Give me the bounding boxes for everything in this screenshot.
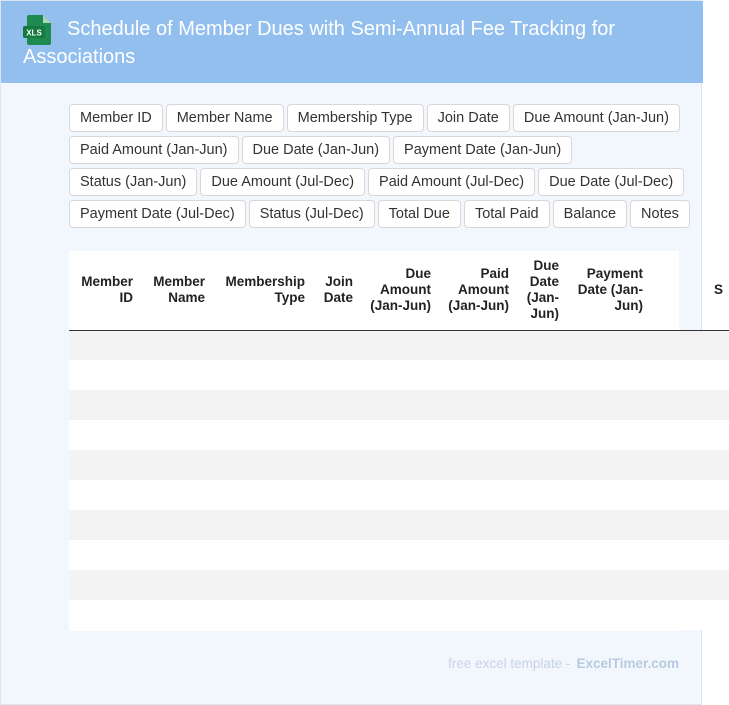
table-cell[interactable] bbox=[437, 450, 515, 480]
table-cell[interactable] bbox=[515, 540, 565, 570]
table-cell[interactable] bbox=[649, 420, 729, 450]
table-row bbox=[69, 510, 729, 540]
table-cell[interactable] bbox=[437, 360, 515, 390]
table-cell[interactable] bbox=[211, 450, 311, 480]
table-cell[interactable] bbox=[359, 420, 437, 450]
table-cell[interactable] bbox=[211, 360, 311, 390]
table-cell[interactable] bbox=[211, 480, 311, 510]
table-cell[interactable] bbox=[565, 450, 649, 480]
field-chip: Payment Date (Jan-Jun) bbox=[393, 136, 572, 164]
table-cell[interactable] bbox=[515, 330, 565, 360]
field-chip: Join Date bbox=[427, 104, 510, 132]
field-chip: Status (Jan-Jun) bbox=[69, 168, 197, 196]
table-cell[interactable] bbox=[437, 570, 515, 600]
table-cell[interactable] bbox=[649, 390, 729, 420]
table-cell[interactable] bbox=[359, 360, 437, 390]
field-chip: Due Date (Jul-Dec) bbox=[538, 168, 684, 196]
table-cell[interactable] bbox=[311, 510, 359, 540]
field-chip: Status (Jul-Dec) bbox=[249, 200, 375, 228]
table-cell[interactable] bbox=[139, 360, 211, 390]
table-cell[interactable] bbox=[359, 390, 437, 420]
table-cell[interactable] bbox=[437, 480, 515, 510]
table-cell[interactable] bbox=[565, 570, 649, 600]
table-cell[interactable] bbox=[437, 390, 515, 420]
column-header: Membership Type bbox=[211, 251, 311, 330]
table-cell[interactable] bbox=[565, 600, 649, 630]
table-cell[interactable] bbox=[437, 420, 515, 450]
table-cell[interactable] bbox=[649, 600, 729, 630]
table-cell[interactable] bbox=[565, 390, 649, 420]
table-container[interactable] bbox=[69, 251, 723, 631]
table-cell[interactable] bbox=[359, 570, 437, 600]
table-cell[interactable] bbox=[311, 360, 359, 390]
table-row bbox=[69, 420, 729, 450]
field-chip: Member Name bbox=[166, 104, 284, 132]
table-cell[interactable] bbox=[211, 420, 311, 450]
table-cell[interactable] bbox=[69, 450, 139, 480]
field-chip: Paid Amount (Jan-Jun) bbox=[69, 136, 239, 164]
table-cell[interactable] bbox=[565, 480, 649, 510]
table-cell[interactable] bbox=[139, 390, 211, 420]
column-header: S bbox=[649, 251, 729, 330]
table-cell[interactable] bbox=[649, 510, 729, 540]
field-chip: Due Date (Jan-Jun) bbox=[242, 136, 391, 164]
table-cell[interactable] bbox=[69, 330, 139, 360]
table-cell[interactable] bbox=[359, 480, 437, 510]
column-header: Due Date (Jan-Jun) bbox=[515, 251, 565, 330]
table-cell[interactable] bbox=[515, 480, 565, 510]
field-chip: Member ID bbox=[69, 104, 163, 132]
table-cell[interactable] bbox=[515, 600, 565, 630]
table-cell[interactable] bbox=[211, 570, 311, 600]
table-cell[interactable] bbox=[311, 450, 359, 480]
table-row bbox=[69, 390, 729, 420]
field-chip: Due Amount (Jul-Dec) bbox=[200, 168, 365, 196]
table-cell[interactable] bbox=[69, 420, 139, 450]
field-chip: Total Paid bbox=[464, 200, 550, 228]
table-cell[interactable] bbox=[359, 540, 437, 570]
table-row bbox=[69, 540, 729, 570]
table-cell[interactable] bbox=[139, 480, 211, 510]
table-cell[interactable] bbox=[69, 480, 139, 510]
table-cell[interactable] bbox=[311, 600, 359, 630]
table-cell[interactable] bbox=[515, 360, 565, 390]
table-row bbox=[69, 450, 729, 480]
table-cell[interactable] bbox=[515, 390, 565, 420]
column-header: Payment Date (Jan-Jun) bbox=[565, 251, 649, 330]
xls-icon-label: XLS bbox=[26, 28, 42, 38]
table-cell[interactable] bbox=[649, 330, 729, 360]
field-chip: Total Due bbox=[378, 200, 461, 228]
table-cell[interactable] bbox=[437, 540, 515, 570]
column-header: Member Name bbox=[139, 251, 211, 330]
table-body bbox=[69, 330, 729, 630]
table-cell[interactable] bbox=[139, 600, 211, 630]
table-cell[interactable] bbox=[69, 390, 139, 420]
table-cell[interactable] bbox=[565, 360, 649, 390]
table-cell[interactable] bbox=[211, 390, 311, 420]
table-cell[interactable] bbox=[515, 420, 565, 450]
footer-brand-link[interactable]: ExcelTimer.com bbox=[576, 656, 679, 671]
table-cell[interactable] bbox=[565, 540, 649, 570]
table-cell[interactable] bbox=[359, 600, 437, 630]
table-cell[interactable] bbox=[69, 360, 139, 390]
table-cell[interactable] bbox=[69, 600, 139, 630]
table-cell[interactable] bbox=[139, 570, 211, 600]
table-cell[interactable] bbox=[211, 600, 311, 630]
table-cell[interactable] bbox=[649, 480, 729, 510]
column-header: Paid Amount (Jan-Jun) bbox=[437, 251, 515, 330]
table-cell[interactable] bbox=[311, 570, 359, 600]
table-cell[interactable] bbox=[649, 450, 729, 480]
table-cell[interactable] bbox=[211, 330, 311, 360]
field-chip: Payment Date (Jul-Dec) bbox=[69, 200, 246, 228]
page-title: Schedule of Member Dues with Semi-Annual Fee Tracking for Associations bbox=[23, 18, 616, 68]
column-header: Join Date bbox=[311, 251, 359, 330]
table-cell[interactable] bbox=[139, 330, 211, 360]
table-cell[interactable] bbox=[437, 330, 515, 360]
table-cell[interactable] bbox=[515, 510, 565, 540]
table-cell[interactable] bbox=[211, 510, 311, 540]
table-header-row bbox=[69, 251, 729, 330]
table-row bbox=[69, 480, 729, 510]
column-header: Due Amount (Jan-Jun) bbox=[359, 251, 437, 330]
table-cell[interactable] bbox=[359, 510, 437, 540]
table-cell[interactable] bbox=[311, 480, 359, 510]
table-row bbox=[69, 330, 729, 360]
table-cell[interactable] bbox=[69, 570, 139, 600]
table-cell[interactable] bbox=[139, 510, 211, 540]
column-header: Member ID bbox=[69, 251, 139, 330]
field-list bbox=[69, 104, 703, 228]
table-row bbox=[69, 360, 729, 390]
table-cell[interactable] bbox=[69, 510, 139, 540]
table-cell[interactable] bbox=[139, 450, 211, 480]
field-chip: Paid Amount (Jul-Dec) bbox=[368, 168, 535, 196]
header-banner bbox=[1, 1, 703, 83]
table-cell[interactable] bbox=[311, 420, 359, 450]
table-cell[interactable] bbox=[211, 540, 311, 570]
table-row bbox=[69, 600, 729, 630]
table-row bbox=[69, 570, 729, 600]
field-chip: Membership Type bbox=[287, 104, 424, 132]
table-cell[interactable] bbox=[565, 510, 649, 540]
table-cell[interactable] bbox=[437, 600, 515, 630]
table-cell[interactable] bbox=[311, 390, 359, 420]
table-cell[interactable] bbox=[311, 330, 359, 360]
table-cell[interactable] bbox=[359, 330, 437, 360]
table-cell[interactable] bbox=[649, 570, 729, 600]
field-chip: Due Amount (Jan-Jun) bbox=[513, 104, 680, 132]
table-cell[interactable] bbox=[565, 330, 649, 360]
table-cell[interactable] bbox=[139, 540, 211, 570]
table-cell[interactable] bbox=[311, 540, 359, 570]
footer bbox=[448, 656, 679, 671]
table-cell[interactable] bbox=[437, 510, 515, 540]
table-cell[interactable] bbox=[649, 540, 729, 570]
table-cell[interactable] bbox=[359, 450, 437, 480]
table-cell[interactable] bbox=[565, 420, 649, 450]
field-chip: Balance bbox=[553, 200, 627, 228]
dues-table bbox=[69, 251, 729, 630]
table-cell[interactable] bbox=[649, 360, 729, 390]
footer-text: free excel template - bbox=[448, 656, 571, 671]
table-cell[interactable] bbox=[69, 540, 139, 570]
table-cell[interactable] bbox=[515, 450, 565, 480]
table-cell[interactable] bbox=[139, 420, 211, 450]
table-cell[interactable] bbox=[515, 570, 565, 600]
field-chip: Notes bbox=[630, 200, 690, 228]
